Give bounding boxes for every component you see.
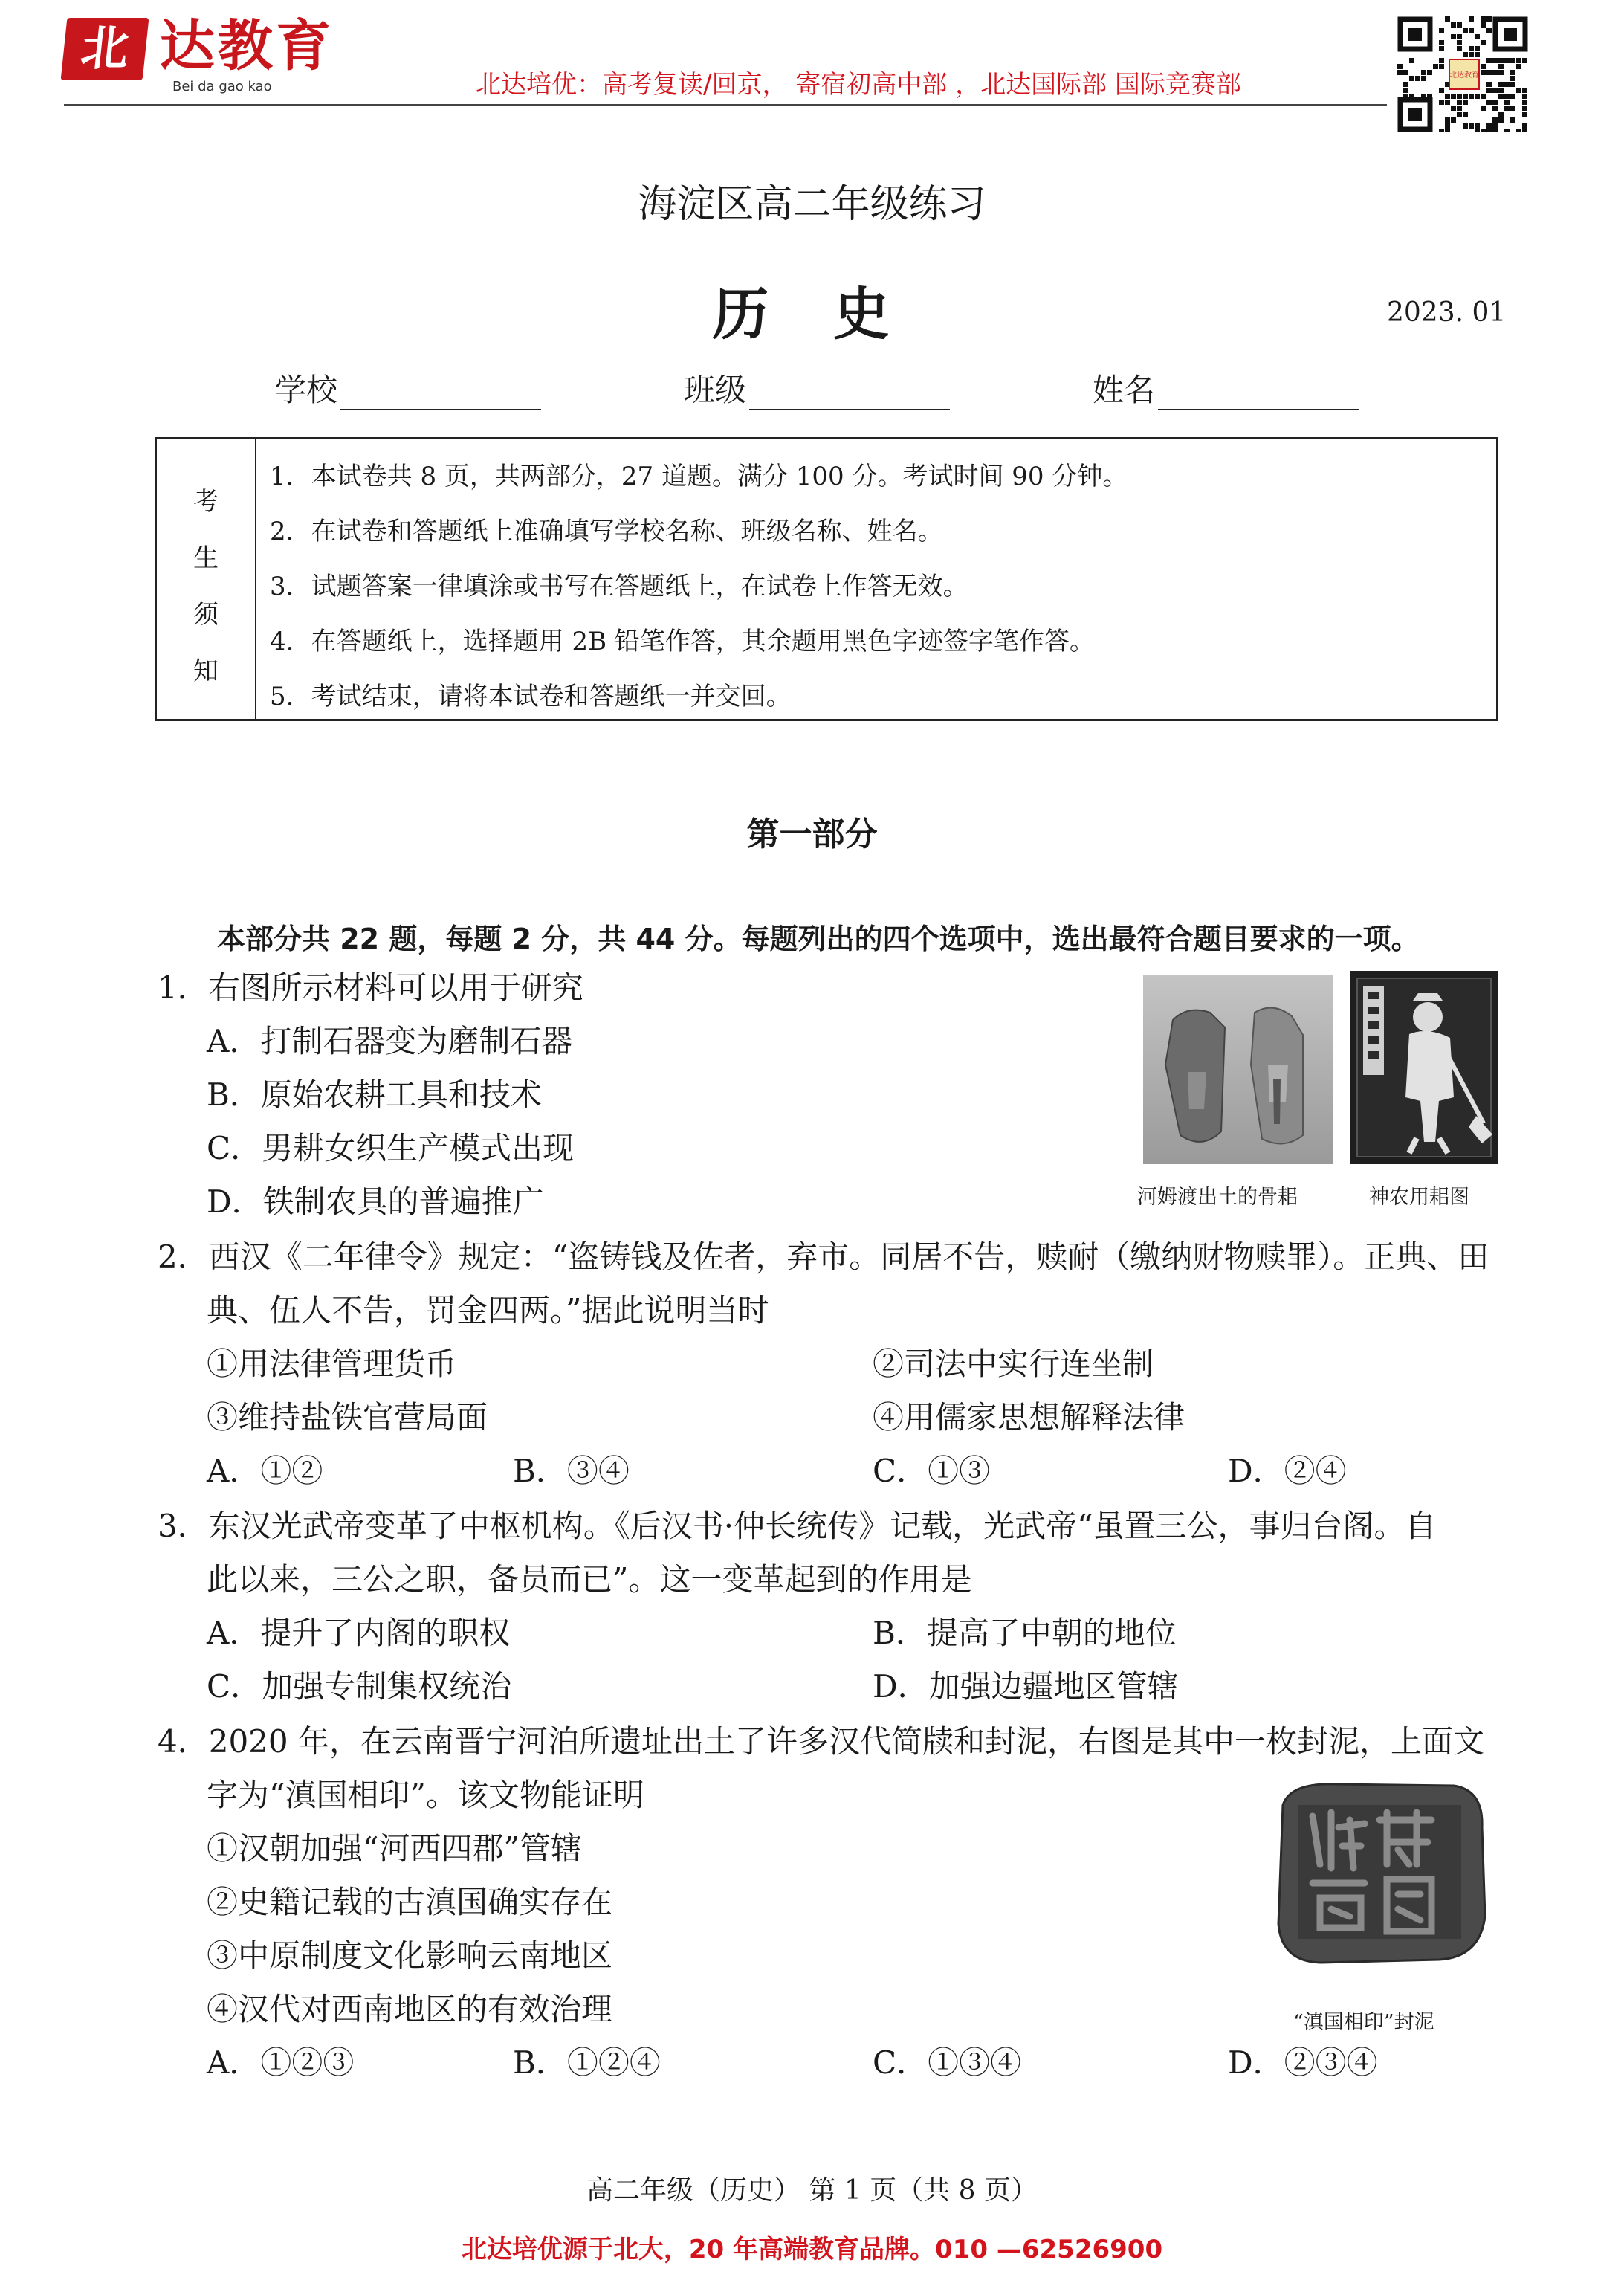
option-d[interactable]: D．②③④ bbox=[1228, 2044, 1378, 2081]
figure-caption: 河姆渡出土的骨耜 bbox=[1137, 1186, 1298, 1209]
notice-item: 4．在答题纸上，选择题用 2B 铅笔作答，其余题用黑色字迹签字笔作答。 bbox=[270, 627, 1095, 656]
statement-item: ①用法律管理货币 bbox=[207, 1346, 457, 1382]
option-d[interactable]: D．铁制农具的普遍推广 bbox=[207, 1184, 544, 1220]
option-b[interactable]: B．原始农耕工具和技术 bbox=[207, 1076, 542, 1113]
bone-spade-photo bbox=[1143, 975, 1333, 1164]
part-intro: 本部分共 22 题，每题 2 分，共 44 分。每题列出的四个选项中，选出最符合题目要求的一项。 bbox=[217, 923, 1420, 955]
option-b[interactable]: B．提高了中朝的地位 bbox=[873, 1615, 1177, 1651]
statement-item: ②司法中实行连坐制 bbox=[873, 1346, 1154, 1382]
figure-caption: 神农用耜图 bbox=[1369, 1186, 1469, 1209]
exam-date: 2023. 01 bbox=[1387, 297, 1507, 328]
class-blank[interactable] bbox=[749, 379, 950, 410]
question-stem: 4．2020 年，在云南晋宁河泊所遗址出土了许多汉代简牍和封泥，右图是其中一枚封泥，上面文 bbox=[158, 1723, 1484, 1760]
option-a[interactable]: A．①②③ bbox=[207, 2044, 355, 2081]
option-c[interactable]: C．男耕女织生产模式出现 bbox=[207, 1130, 575, 1166]
exam-subtitle: 海淀区高二年级练习 bbox=[638, 182, 986, 227]
option-c[interactable]: C．①③④ bbox=[873, 2044, 1022, 2081]
exam-title: 历 史 bbox=[712, 281, 912, 347]
shennong-rubbing bbox=[1350, 971, 1498, 1164]
option-b[interactable]: B．①②④ bbox=[513, 2044, 661, 2081]
question-stem: 此以来，三公之职，备员而已”。这一变革起到的作用是 bbox=[207, 1561, 972, 1598]
option-b[interactable]: B．③④ bbox=[513, 1453, 630, 1489]
statement-item: ②史籍记载的古滇国确实存在 bbox=[207, 1884, 613, 1920]
option-a[interactable]: A．打制石器变为磨制石器 bbox=[207, 1023, 573, 1059]
statement-item: ③维持盐铁官营局面 bbox=[207, 1399, 488, 1436]
statement-item: ③中原制度文化影响云南地区 bbox=[207, 1937, 613, 1974]
page-footer: 高二年级（历史） 第 1 页（共 8 页） bbox=[586, 2175, 1038, 2206]
name-field[interactable]: 姓名 bbox=[1093, 366, 1359, 410]
question-stem: 1．右图所示材料可以用于研究 bbox=[158, 969, 583, 1006]
notice-item: 5．考试结束，请将本试卷和答题纸一并交回。 bbox=[270, 682, 792, 711]
clay-seal-photo bbox=[1268, 1775, 1491, 1970]
logo-mark: 北 bbox=[61, 18, 149, 80]
question-stem: 字为“滇国相印”。该文物能证明 bbox=[207, 1777, 644, 1813]
class-field[interactable]: 班级 bbox=[684, 366, 950, 410]
statement-item: ④汉代对西南地区的有效治理 bbox=[207, 1991, 613, 2027]
option-d[interactable]: D．加强边疆地区管辖 bbox=[873, 1668, 1179, 1705]
qr-code bbox=[1397, 16, 1528, 132]
notice-item: 1．本试卷共 8 页，共两部分，27 道题。满分 100 分。考试时间 90 分钟。 bbox=[270, 462, 1128, 491]
notice-heading: 考 生 须 知 bbox=[157, 439, 256, 719]
option-c[interactable]: C．①③ bbox=[873, 1453, 991, 1489]
figure-caption: “滇国相印”封泥 bbox=[1293, 2011, 1434, 2034]
logo-pinyin: Bei da gao kao bbox=[172, 79, 272, 94]
option-c[interactable]: C．加强专制集权统治 bbox=[207, 1668, 512, 1705]
part-title: 第一部分 bbox=[746, 816, 878, 853]
option-a[interactable]: A．①② bbox=[207, 1453, 323, 1489]
statement-item: ④用儒家思想解释法律 bbox=[873, 1399, 1185, 1436]
question-stem: 2．西汉《二年律令》规定：“盗铸钱及佐者，弃市。同居不告，赎耐（缴纳财物赎罪）。正典、田 bbox=[158, 1239, 1489, 1275]
notice-item: 2．在试卷和答题纸上准确填写学校名称、班级名称、姓名。 bbox=[270, 517, 943, 546]
question-stem: 3．东汉光武帝变革了中枢机构。《后汉书·仲长统传》记载，光武帝“虽置三公，事归台阁。自 bbox=[158, 1508, 1437, 1544]
logo-text: 达教育 bbox=[160, 14, 334, 78]
header-tagline: 北达培优：高考复读/回京， 寄宿初高中部 ，北达国际部 国际竞赛部 bbox=[476, 70, 1241, 100]
question-stem: 典、伍人不告，罚金四两。”据此说明当时 bbox=[207, 1292, 769, 1328]
option-a[interactable]: A．提升了内阁的职权 bbox=[207, 1615, 511, 1651]
footer-ad: 北达培优源于北大，20 年高端教育品牌。010 —62526900 bbox=[461, 2235, 1163, 2264]
exam-notice-box bbox=[155, 437, 1498, 721]
school-field[interactable]: 学校 bbox=[275, 366, 541, 410]
header-rule bbox=[64, 104, 1387, 106]
name-blank[interactable] bbox=[1158, 379, 1359, 410]
school-blank[interactable] bbox=[340, 379, 541, 410]
qr-center-label: 北达教育 bbox=[1449, 71, 1479, 80]
option-d[interactable]: D．②④ bbox=[1228, 1453, 1347, 1489]
statement-item: ①汉朝加强“河西四郡”管辖 bbox=[207, 1830, 582, 1867]
notice-item: 3．试题答案一律填涂或书写在答题纸上，在试卷上作答无效。 bbox=[270, 572, 968, 601]
